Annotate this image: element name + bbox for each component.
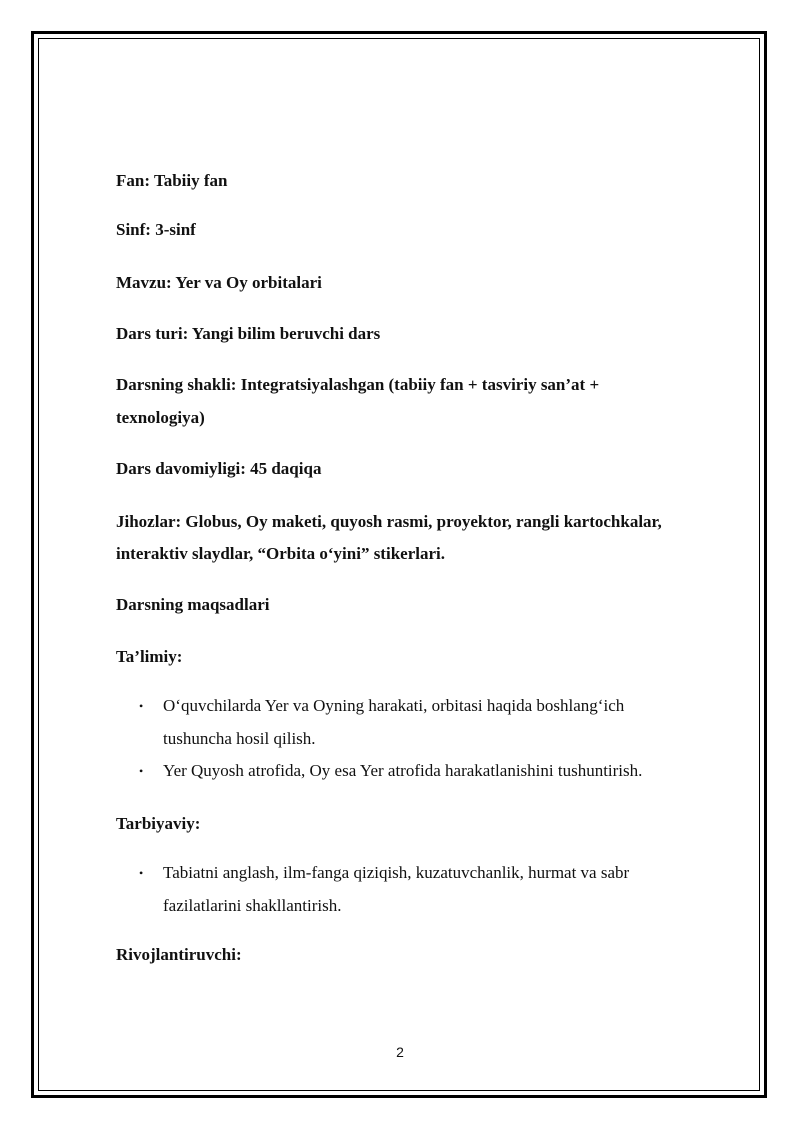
- list-item-text-line-1: O‘quvchilarda Yer va Oyning harakati, orbitasi haqida boshlang‘ich: [163, 696, 625, 715]
- list-item-text-line-1: Tabiatni anglash, ilm-fanga qiziqish, kuzatuvchanlik, hurmat va sabr: [163, 863, 630, 882]
- list-item-text-line-1: Yer Quyosh atrofida, Oy esa Yer atrofida harakatlanishini tushuntirish.: [163, 761, 643, 780]
- list-item-text-line-2: tushuncha hosil qilish.: [163, 729, 316, 748]
- topic-line: Mavzu: Yer va Oy orbitalari: [116, 273, 322, 292]
- bullet-icon: •: [139, 866, 144, 880]
- duration-line: Dars davomiyligi: 45 daqiqa: [116, 459, 322, 478]
- educational-heading: Ta’limiy:: [116, 647, 183, 666]
- lesson-type-line: Dars turi: Yangi bilim beruvchi dars: [116, 324, 381, 343]
- subject-line: Fan: Tabiiy fan: [116, 171, 228, 190]
- page-number: 2: [396, 1044, 404, 1060]
- list-item-text-line-2: fazilatlarini shakllantirish.: [163, 896, 342, 915]
- goals-heading: Darsning maqsadlari: [116, 595, 270, 614]
- bullet-icon: •: [139, 764, 144, 778]
- grade-line: Sinf: 3-sinf: [116, 220, 196, 239]
- lesson-form-line-2: texnologiya): [116, 408, 205, 427]
- page-border-inner: [38, 38, 760, 1091]
- equipment-line-2: interaktiv slaydlar, “Orbita o‘yini” stikerlari.: [116, 544, 445, 563]
- lesson-form-line-1: Darsning shakli: Integratsiyalashgan (tabiiy fan + tasviriy san’at +: [116, 375, 600, 394]
- equipment-line-1: Jihozlar: Globus, Oy maketi, quyosh rasmi, proyektor, rangli kartochkalar,: [116, 512, 662, 531]
- bullet-icon: •: [139, 699, 144, 713]
- upbringing-heading: Tarbiyaviy:: [116, 814, 201, 833]
- developmental-heading: Rivojlantiruvchi:: [116, 945, 242, 964]
